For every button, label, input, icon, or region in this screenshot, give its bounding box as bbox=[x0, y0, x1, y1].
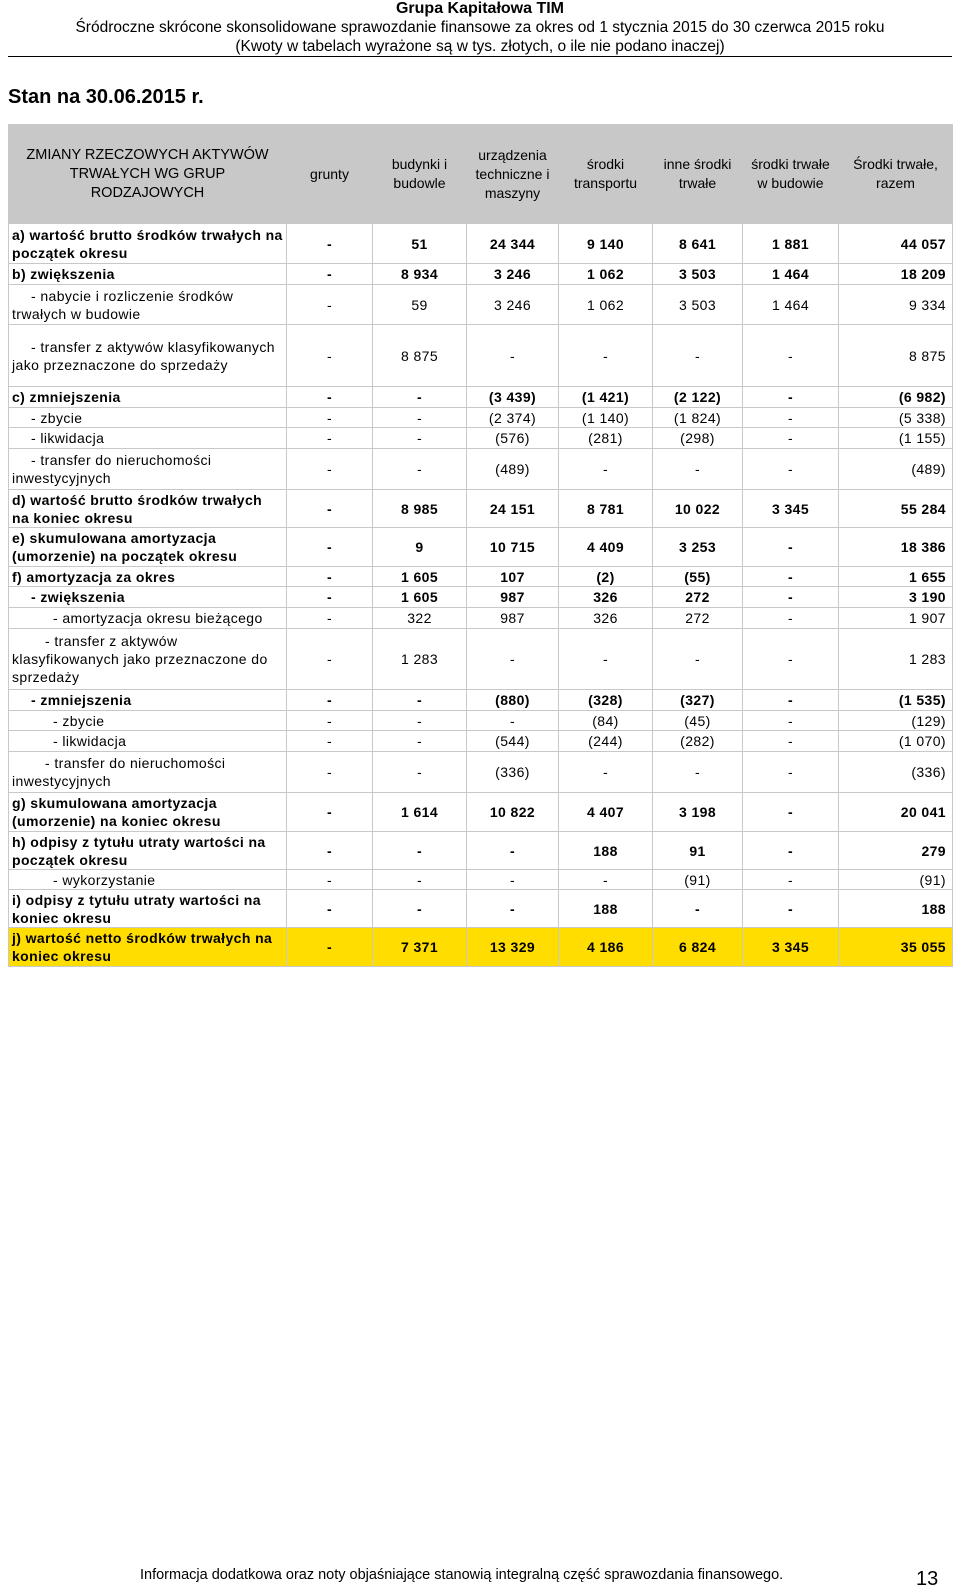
table-cell: - bbox=[559, 325, 653, 387]
table-cell: - bbox=[467, 870, 559, 890]
table-cell: 3 246 bbox=[467, 285, 559, 325]
column-header: środki trwałe w budowie bbox=[743, 125, 839, 224]
table-cell: - bbox=[467, 832, 559, 870]
table-cell: 8 934 bbox=[373, 264, 467, 285]
table-row bbox=[9, 711, 953, 731]
table-cell: 10 822 bbox=[467, 793, 559, 832]
table-cell: 1 655 bbox=[839, 567, 953, 587]
table-cell: - bbox=[373, 408, 467, 428]
table-row bbox=[9, 870, 953, 890]
row-label: - transfer z aktywów klasyfikowanych jako przeznaczone do sprzedaży bbox=[9, 325, 287, 387]
table-row bbox=[9, 428, 953, 449]
table-cell: 987 bbox=[467, 608, 559, 629]
table-cell: - bbox=[743, 870, 839, 890]
table-cell: (2 374) bbox=[467, 408, 559, 428]
table-body bbox=[9, 224, 953, 967]
row-label: - zbycie bbox=[9, 711, 287, 731]
page-number: 13 bbox=[916, 1568, 939, 1590]
table-cell: 1 283 bbox=[373, 629, 467, 690]
table-cell: (489) bbox=[467, 449, 559, 490]
table-cell: - bbox=[743, 731, 839, 752]
row-label: - transfer z aktywów klasyfikowanych jako przeznaczone do sprzedaży bbox=[9, 629, 287, 690]
table-cell: 55 284 bbox=[839, 490, 953, 528]
table-cell: (1 140) bbox=[559, 408, 653, 428]
row-label: - likwidacja bbox=[9, 428, 287, 449]
table-cell: 10 715 bbox=[467, 528, 559, 567]
table-cell: (2) bbox=[559, 567, 653, 587]
table-row bbox=[9, 387, 953, 408]
column-header: grunty bbox=[287, 125, 373, 224]
table-cell: - bbox=[287, 832, 373, 870]
table-cell: - bbox=[743, 587, 839, 608]
row-label: f) amortyzacja za okres bbox=[9, 567, 287, 587]
table-cell: (1 155) bbox=[839, 428, 953, 449]
table-cell: - bbox=[287, 890, 373, 928]
table-cell: 4 186 bbox=[559, 928, 653, 967]
table-cell: (129) bbox=[839, 711, 953, 731]
table-cell: 44 057 bbox=[839, 224, 953, 264]
table-row bbox=[9, 567, 953, 587]
table-cell: - bbox=[743, 567, 839, 587]
table-cell: - bbox=[287, 793, 373, 832]
table-cell: - bbox=[287, 608, 373, 629]
table-row bbox=[9, 629, 953, 690]
table-cell: (91) bbox=[839, 870, 953, 890]
footer-note: Informacja dodatkowa oraz noty objaśniające stanowią integralną część sprawozdania finansowego. bbox=[140, 1567, 784, 1583]
column-header: ZMIANY RZECZOWYCH AKTYWÓW TRWAŁYCH WG GRUP RODZAJOWYCH bbox=[9, 125, 287, 224]
table-row bbox=[9, 832, 953, 870]
table-cell: (45) bbox=[653, 711, 743, 731]
row-label: c) zmniejszenia bbox=[9, 387, 287, 408]
table-cell: - bbox=[373, 752, 467, 793]
table-cell: 59 bbox=[373, 285, 467, 325]
table-cell: 1 464 bbox=[743, 264, 839, 285]
table-cell: (1 535) bbox=[839, 690, 953, 711]
table-cell: 6 824 bbox=[653, 928, 743, 967]
table-cell: (281) bbox=[559, 428, 653, 449]
table-cell: 279 bbox=[839, 832, 953, 870]
table-row bbox=[9, 528, 953, 567]
row-label: j) wartość netto środków trwałych na koniec okresu bbox=[9, 928, 287, 967]
column-header: inne środki trwałe bbox=[653, 125, 743, 224]
column-header: urządzenia techniczne i maszyny bbox=[467, 125, 559, 224]
table-cell: 1 605 bbox=[373, 587, 467, 608]
table-cell: - bbox=[287, 387, 373, 408]
table-cell: - bbox=[653, 752, 743, 793]
table-cell: 326 bbox=[559, 608, 653, 629]
table-cell: - bbox=[743, 711, 839, 731]
table-cell: - bbox=[559, 449, 653, 490]
table-cell: 188 bbox=[559, 832, 653, 870]
table-cell: - bbox=[743, 890, 839, 928]
table-cell: - bbox=[287, 731, 373, 752]
table-cell: (91) bbox=[653, 870, 743, 890]
table-cell: - bbox=[287, 408, 373, 428]
table-cell: 322 bbox=[373, 608, 467, 629]
table-cell: - bbox=[287, 264, 373, 285]
table-cell: - bbox=[373, 711, 467, 731]
table-cell: - bbox=[467, 325, 559, 387]
table-cell: 8 985 bbox=[373, 490, 467, 528]
table-row bbox=[9, 449, 953, 490]
row-label: g) skumulowana amortyzacja (umorzenie) na koniec okresu bbox=[9, 793, 287, 832]
table-cell: (336) bbox=[839, 752, 953, 793]
table-cell: 3 503 bbox=[653, 285, 743, 325]
table-cell: (1 421) bbox=[559, 387, 653, 408]
table-cell: 8 641 bbox=[653, 224, 743, 264]
table-cell: 18 386 bbox=[839, 528, 953, 567]
table-cell: 3 198 bbox=[653, 793, 743, 832]
table-cell: 107 bbox=[467, 567, 559, 587]
table-cell: 9 334 bbox=[839, 285, 953, 325]
table-cell: (282) bbox=[653, 731, 743, 752]
table-cell: 3 190 bbox=[839, 587, 953, 608]
table-cell: 1 464 bbox=[743, 285, 839, 325]
column-header: środki transportu bbox=[559, 125, 653, 224]
table-cell: 1 062 bbox=[559, 285, 653, 325]
table-cell: - bbox=[287, 711, 373, 731]
table-cell: - bbox=[743, 449, 839, 490]
table-cell: 3 246 bbox=[467, 264, 559, 285]
table-cell: - bbox=[743, 608, 839, 629]
company-name: Grupa Kapitałowa TIM bbox=[395, 0, 564, 17]
table-cell: (1 824) bbox=[653, 408, 743, 428]
table-cell: - bbox=[287, 449, 373, 490]
table-cell: (576) bbox=[467, 428, 559, 449]
table-cell: - bbox=[559, 870, 653, 890]
table-cell: - bbox=[373, 449, 467, 490]
table-cell: - bbox=[743, 428, 839, 449]
table-cell: - bbox=[287, 490, 373, 528]
table-cell: 8 781 bbox=[559, 490, 653, 528]
table-row bbox=[9, 793, 953, 832]
row-label: e) skumulowana amortyzacja (umorzenie) na początek okresu bbox=[9, 528, 287, 567]
table-row bbox=[9, 325, 953, 387]
table-cell: - bbox=[743, 752, 839, 793]
table-row bbox=[9, 890, 953, 928]
table-row bbox=[9, 490, 953, 528]
table-cell: - bbox=[287, 587, 373, 608]
table-cell: (6 982) bbox=[839, 387, 953, 408]
table-cell: 4 409 bbox=[559, 528, 653, 567]
table-cell: (84) bbox=[559, 711, 653, 731]
row-label: - zbycie bbox=[9, 408, 287, 428]
table-cell: (5 338) bbox=[839, 408, 953, 428]
row-label: d) wartość brutto środków trwałych na koniec okresu bbox=[9, 490, 287, 528]
table-row bbox=[9, 928, 953, 967]
table-cell: (327) bbox=[653, 690, 743, 711]
row-label: - amortyzacja okresu bieżącego bbox=[9, 608, 287, 629]
table-cell: 326 bbox=[559, 587, 653, 608]
table-cell: 9 140 bbox=[559, 224, 653, 264]
table-row bbox=[9, 264, 953, 285]
table-row bbox=[9, 752, 953, 793]
table-cell: 24 344 bbox=[467, 224, 559, 264]
table-cell: - bbox=[287, 224, 373, 264]
table-cell: - bbox=[743, 387, 839, 408]
table-cell: 1 907 bbox=[839, 608, 953, 629]
table-cell: (328) bbox=[559, 690, 653, 711]
table-cell: (298) bbox=[653, 428, 743, 449]
table-cell: 13 329 bbox=[467, 928, 559, 967]
table-cell: (2 122) bbox=[653, 387, 743, 408]
table-cell: 1 614 bbox=[373, 793, 467, 832]
table-cell: - bbox=[287, 690, 373, 711]
table-cell: 8 875 bbox=[373, 325, 467, 387]
row-label: - transfer do nieruchomości inwestycyjnych bbox=[9, 449, 287, 490]
table-cell: (336) bbox=[467, 752, 559, 793]
row-label: a) wartość brutto środków trwałych na początek okresu bbox=[9, 224, 287, 264]
row-label: - transfer do nieruchomości inwestycyjnych bbox=[9, 752, 287, 793]
report-subtitle: Śródroczne skrócone skonsolidowane sprawozdanie finansowe za okres od 1 stycznia 2015 do 30 czerwca 2015 roku bbox=[75, 19, 885, 36]
table-row bbox=[9, 608, 953, 629]
table-cell: 272 bbox=[653, 608, 743, 629]
table-cell: - bbox=[287, 928, 373, 967]
table-row bbox=[9, 408, 953, 428]
table-cell: - bbox=[467, 711, 559, 731]
table-cell: - bbox=[559, 629, 653, 690]
table-cell: - bbox=[287, 870, 373, 890]
table-cell: 51 bbox=[373, 224, 467, 264]
table-cell: - bbox=[287, 428, 373, 449]
column-header: budynki i budowle bbox=[373, 125, 467, 224]
section-date: Stan na 30.06.2015 r. bbox=[8, 86, 204, 108]
table-cell: - bbox=[373, 832, 467, 870]
row-label: b) zwiększenia bbox=[9, 264, 287, 285]
table-cell: 1 062 bbox=[559, 264, 653, 285]
page-header bbox=[0, 0, 960, 56]
table-row bbox=[9, 285, 953, 325]
header-divider bbox=[8, 56, 952, 57]
table-cell: - bbox=[373, 870, 467, 890]
table-cell: 91 bbox=[653, 832, 743, 870]
table-cell: 1 881 bbox=[743, 224, 839, 264]
table-cell: - bbox=[653, 890, 743, 928]
table-cell: 8 875 bbox=[839, 325, 953, 387]
table-cell: - bbox=[559, 752, 653, 793]
row-label: - zwiększenia bbox=[9, 587, 287, 608]
table-cell: 24 151 bbox=[467, 490, 559, 528]
column-header: Środki trwałe, razem bbox=[839, 125, 953, 224]
table-cell: - bbox=[743, 408, 839, 428]
table-cell: - bbox=[287, 629, 373, 690]
table-cell: 1 283 bbox=[839, 629, 953, 690]
table-cell: - bbox=[287, 752, 373, 793]
table-cell: - bbox=[653, 449, 743, 490]
table-cell: 35 055 bbox=[839, 928, 953, 967]
row-label: h) odpisy z tytułu utraty wartości na początek okresu bbox=[9, 832, 287, 870]
table-cell: - bbox=[743, 690, 839, 711]
table-cell: - bbox=[467, 629, 559, 690]
row-label: - zmniejszenia bbox=[9, 690, 287, 711]
table-cell: 10 022 bbox=[653, 490, 743, 528]
table-row bbox=[9, 587, 953, 608]
table-cell: - bbox=[287, 285, 373, 325]
table-header-row bbox=[9, 125, 953, 224]
table-cell: - bbox=[653, 325, 743, 387]
table-cell: 1 605 bbox=[373, 567, 467, 587]
table-cell: 272 bbox=[653, 587, 743, 608]
table-cell: 987 bbox=[467, 587, 559, 608]
table-row bbox=[9, 731, 953, 752]
table-cell: - bbox=[743, 325, 839, 387]
table-cell: 7 371 bbox=[373, 928, 467, 967]
table-cell: 3 503 bbox=[653, 264, 743, 285]
table-row bbox=[9, 224, 953, 264]
table-cell: (489) bbox=[839, 449, 953, 490]
table-cell: 4 407 bbox=[559, 793, 653, 832]
table-cell: (544) bbox=[467, 731, 559, 752]
table-cell: (880) bbox=[467, 690, 559, 711]
table-cell: - bbox=[287, 567, 373, 587]
table-cell: 3 345 bbox=[743, 928, 839, 967]
table-cell: (55) bbox=[653, 567, 743, 587]
table-cell: (244) bbox=[559, 731, 653, 752]
table-cell: - bbox=[287, 528, 373, 567]
table-cell: - bbox=[743, 629, 839, 690]
table-cell: 20 041 bbox=[839, 793, 953, 832]
table-cell: (1 070) bbox=[839, 731, 953, 752]
table-cell: 18 209 bbox=[839, 264, 953, 285]
row-label: - likwidacja bbox=[9, 731, 287, 752]
fixed-assets-table bbox=[8, 124, 953, 967]
table-cell: - bbox=[373, 890, 467, 928]
table-cell: - bbox=[743, 793, 839, 832]
table-cell: 188 bbox=[839, 890, 953, 928]
table-row bbox=[9, 690, 953, 711]
table-cell: (3 439) bbox=[467, 387, 559, 408]
table-cell: - bbox=[653, 629, 743, 690]
table-cell: - bbox=[373, 690, 467, 711]
table-cell: - bbox=[373, 731, 467, 752]
units-note: (Kwoty w tabelach wyrażone są w tys. złotych, o ile nie podano inaczej) bbox=[235, 38, 725, 55]
table-cell: 3 253 bbox=[653, 528, 743, 567]
table-cell: 188 bbox=[559, 890, 653, 928]
table-cell: - bbox=[743, 528, 839, 567]
table-cell: - bbox=[373, 428, 467, 449]
table-cell: - bbox=[467, 890, 559, 928]
table-cell: - bbox=[287, 325, 373, 387]
table-cell: - bbox=[373, 387, 467, 408]
row-label: - wykorzystanie bbox=[9, 870, 287, 890]
row-label: - nabycie i rozliczenie środków trwałych w budowie bbox=[9, 285, 287, 325]
table-cell: 3 345 bbox=[743, 490, 839, 528]
table-cell: 9 bbox=[373, 528, 467, 567]
row-label: i) odpisy z tytułu utraty wartości na koniec okresu bbox=[9, 890, 287, 928]
table-cell: - bbox=[743, 832, 839, 870]
